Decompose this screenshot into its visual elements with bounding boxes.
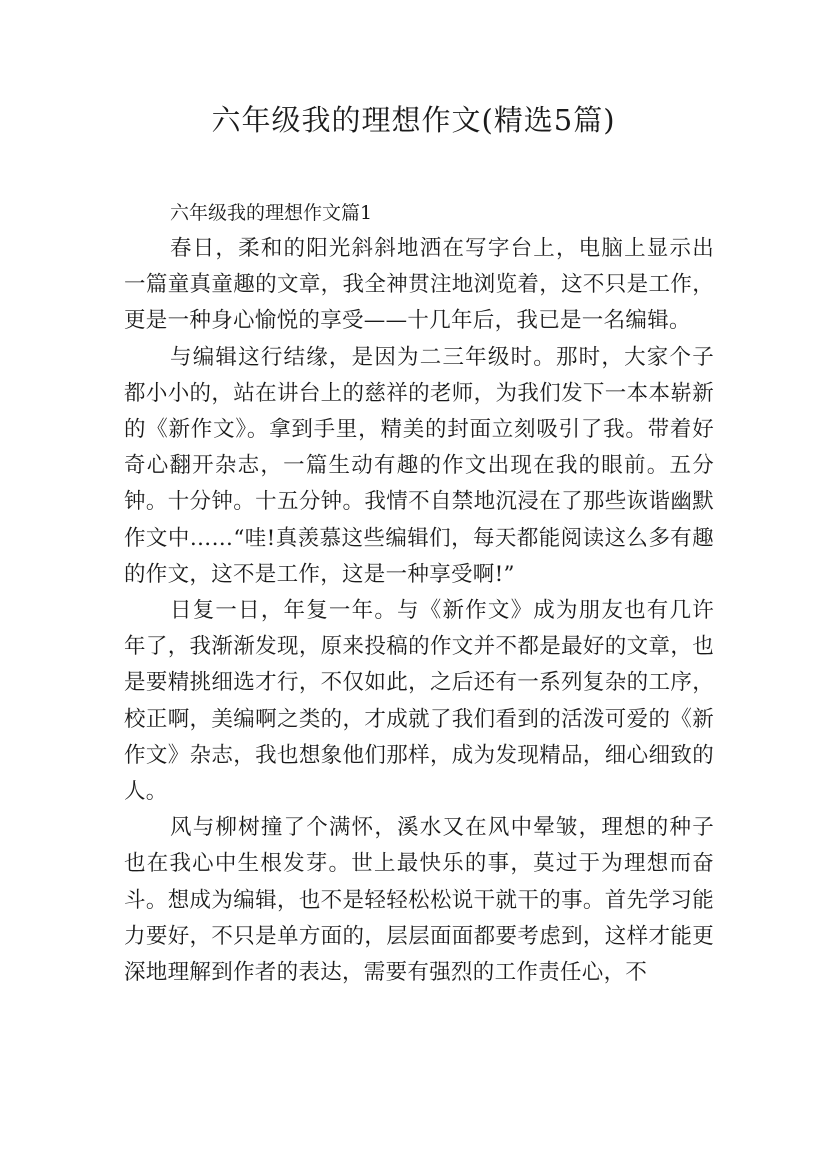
paragraph-3: 日复一日，年复一年。与《新作文》成为朋友也有几许年了，我渐渐发现，原来投稿的作文并不都是最好的文章，也是要精挑细选才行，不仅如此，之后还有一系列复杂的工序，校正啊，美编啊之类的，才成就了我们看到的活泼可爱的《新作文》杂志，我也想象他们那样，成为发现精品，细心细致的人。 — [124, 598, 714, 805]
section-heading: 六年级我的理想作文篇1 — [170, 202, 373, 224]
paragraph-2: 与编辑这行结缘，是因为二三年级时。那时，大家个子都小小的，站在讲台上的慈祥的老师，为我们发下一本本崭新的《新作文》。拿到手里，精美的封面立刻吸引了我。带着好奇心翻开杂志，一篇生动有趣的作文出现在我的眼前。五分钟。十分钟。十五分钟。我情不自禁地沉浸在了那些诙谐幽默作文中……“哇!真羡慕这些编辑们，每天都能阅读这么多有趣的作文，这不是工作，这是一种享受啊!” — [124, 344, 714, 587]
paragraph-1: 春日，柔和的阳光斜斜地洒在写字台上，电脑上显示出一篇童真童趣的文章，我全神贯注地浏览着，这不只是工作，更是一种身心愉悦的享受——十几年后，我已是一名编辑。 — [124, 236, 714, 334]
document-title: 六年级我的理想作文(精选5篇) — [211, 103, 616, 137]
paragraph-4: 风与柳树撞了个满怀，溪水又在风中晕皱，理想的种子也在我心中生根发芽。世上最快乐的事，莫过于为理想而奋斗。想成为编辑，也不是轻轻松松说干就干的事。首先学习能力要好，不只是单方面的，层层面面都要考虑到，这样才能更深地理解到作者的表达，需要有强烈的工作责任心，不 — [124, 815, 714, 986]
document-body — [124, 197, 714, 991]
